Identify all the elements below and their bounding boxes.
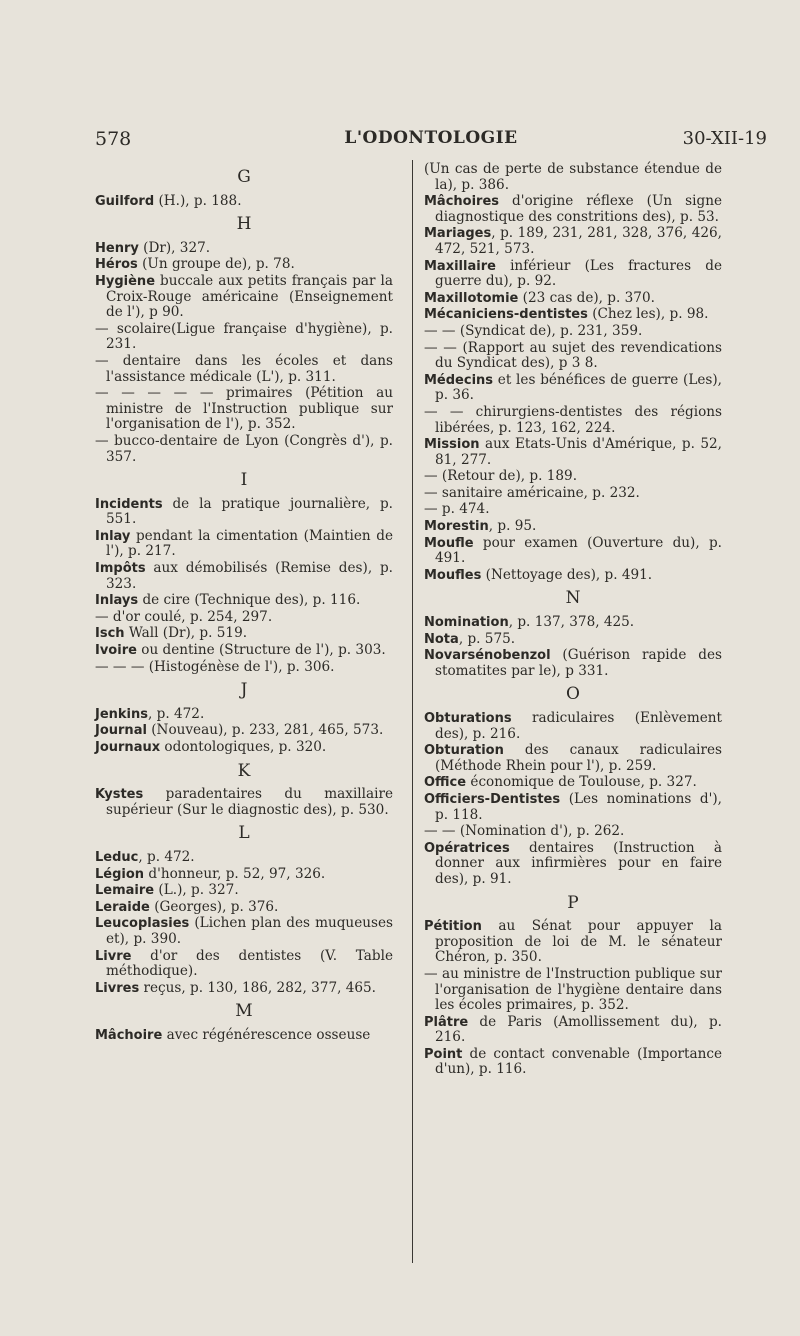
index-reference: Wall (Dr), p. 519. — [124, 625, 248, 642]
index-reference: d'or des dentistes (V. Table méthodique). — [106, 947, 393, 980]
index-reference: — dentaire dans les écoles et dans l'assistance médicale (L'), p. 311. — [95, 352, 393, 385]
index-term: Plâtre — [424, 1014, 469, 1030]
index-reference: de Paris (Amollissement du), p. 216. — [435, 1013, 722, 1046]
index-reference: (Lichen plan des muqueuses et), p. 390. — [106, 915, 393, 947]
index-term: Hygiène — [95, 273, 156, 289]
index-term: Jenkins — [95, 706, 149, 722]
index-entry — [95, 561, 393, 592]
index-reference: (Dr), 327. — [138, 239, 211, 256]
index-reference: — — (Nomination d'), p. 262. — [424, 823, 625, 840]
index-entry — [424, 291, 722, 307]
index-term: Mission — [424, 437, 480, 453]
index-reference: — — — — — primaires (Pétition au ministre de l'Instruction publique sur l'organisation de l'), p. 352. — [95, 385, 393, 433]
index-entry — [424, 632, 722, 648]
index-term: Héros — [95, 257, 138, 273]
index-entry — [424, 437, 722, 468]
index-entry — [424, 792, 722, 823]
index-reference: pour examen (Ouverture du), p. 491. — [435, 534, 722, 567]
index-entry — [95, 883, 393, 899]
index-term: Mariages — [424, 226, 492, 242]
index-entry — [95, 867, 393, 883]
index-term: Pétition — [424, 919, 482, 935]
index-entry — [424, 324, 722, 340]
index-term: Leucoplasies — [95, 916, 190, 932]
index-entry — [424, 824, 722, 840]
index-reference: au Sénat pour appuyer la proposition de loi de M. le sénateur Chéron, p. 350. — [435, 918, 722, 966]
index-term: Obturations — [424, 711, 512, 726]
index-entry — [424, 1047, 722, 1078]
index-entry — [424, 568, 722, 584]
index-entry — [95, 322, 393, 353]
index-reference: — (Retour de), p. 189. — [424, 468, 578, 485]
index-term: Office — [424, 775, 467, 791]
index-term: Journal — [95, 723, 147, 739]
index-entry — [424, 307, 722, 323]
index-reference: radiculaires (Enlèvement des), p. 216. — [435, 710, 722, 742]
index-reference: (L.), p. 327. — [154, 882, 239, 899]
index-entry — [424, 967, 722, 1014]
index-reference: (Un groupe de), p. 78. — [137, 256, 295, 273]
index-term: Nota — [424, 631, 459, 647]
index-term: Officiers-Dentistes — [424, 791, 561, 807]
index-entry — [95, 497, 393, 528]
index-reference: (Nettoyage des), p. 491. — [481, 566, 653, 583]
index-entry — [95, 194, 393, 210]
index-reference: odontologiques, p. 320. — [160, 739, 327, 755]
index-term: Livres — [95, 980, 140, 996]
index-term: Mâchoire — [95, 1027, 163, 1043]
section-letter: L — [238, 823, 250, 844]
index-reference: aux Etats-Unis d'Amérique, p. 52, 81, 277. — [435, 436, 722, 468]
index-reference: — scolaire(Ligue française d'hygiène), p. 231. — [95, 320, 393, 353]
page-number: 578 — [95, 128, 132, 150]
journal-title: L'ODONTOLOGIE — [344, 128, 518, 148]
index-entry — [424, 648, 722, 679]
page-header — [95, 128, 767, 158]
left-column — [95, 162, 393, 1045]
index-term: Kystes — [95, 787, 144, 803]
index-term: Leraide — [95, 899, 150, 915]
index-term: Inlays — [95, 593, 139, 609]
index-entry — [95, 850, 393, 866]
index-reference: inférieur (Les fractures de guerre du), p. 92. — [435, 257, 722, 290]
section-letter: K — [237, 760, 251, 781]
index-reference: (Georges), p. 376. — [149, 898, 279, 915]
index-reference: (23 cas de), p. 370. — [518, 289, 655, 306]
index-reference: , p. 137, 378, 425. — [508, 614, 635, 631]
index-term: Médecins — [424, 372, 494, 388]
section-letter: M — [235, 1001, 253, 1022]
index-reference: — — chirurgiens-dentistes des régions libérées, p. 123, 162, 224. — [424, 403, 722, 436]
index-reference: reçus, p. 130, 186, 282, 377, 465. — [139, 979, 377, 996]
index-reference: , p. 575. — [458, 630, 516, 647]
index-entry — [424, 341, 722, 372]
index-term: Lemaire — [95, 883, 155, 899]
index-entry — [424, 536, 722, 567]
index-reference: économique de Toulouse, p. 327. — [466, 774, 697, 791]
index-term: Journaux — [95, 740, 161, 755]
index-entry — [424, 226, 722, 257]
index-entry — [424, 194, 722, 225]
index-reference: — sanitaire américaine, p. 232. — [424, 484, 640, 501]
index-term: Inlay — [95, 528, 131, 544]
index-term: Mécaniciens-dentistes — [424, 307, 588, 323]
index-entry — [95, 643, 393, 659]
index-term: Morestin — [424, 519, 489, 535]
index-reference: pendant la cimentation (Maintien de l'), p. 217. — [106, 527, 393, 560]
index-entry — [95, 1028, 393, 1044]
index-term: Moufle — [424, 535, 474, 551]
index-entry — [95, 434, 393, 465]
index-reference: , p. 189, 231, 281, 328, 376, 426, 472, 521, 573. — [435, 225, 722, 257]
section-letter: I — [240, 470, 248, 491]
index-term: Légion — [95, 866, 145, 882]
section-letter: J — [240, 680, 248, 701]
index-entry — [424, 259, 722, 290]
index-reference: (Un cas de perte de substance étendue de la), p. 386. — [424, 161, 722, 193]
right-column — [424, 162, 722, 1079]
index-entry — [95, 949, 393, 980]
index-term: Mâchoires — [424, 194, 500, 210]
index-reference: , p. 95. — [488, 518, 537, 535]
index-reference: — — (Syndicat de), p. 231, 359. — [424, 322, 643, 339]
index-term: Novarsénobenzol — [424, 648, 551, 664]
index-entry — [95, 354, 393, 385]
index-entry — [95, 626, 393, 642]
index-reference: de cire (Technique des), p. 116. — [138, 592, 361, 609]
index-reference: dentaires (Instruction à donner aux infirmières pour en faire des), p. 91. — [435, 839, 722, 887]
index-entry — [424, 919, 722, 966]
index-entry — [95, 787, 393, 818]
index-reference: — d'or coulé, p. 254, 297. — [95, 608, 273, 625]
index-entry — [95, 660, 393, 676]
index-reference: paradentaires du maxillaire supérieur (Sur le diagnostic des), p. 530. — [106, 786, 393, 818]
index-entry — [95, 916, 393, 947]
index-term: Obturation — [424, 743, 504, 759]
index-reference: (Nouveau), p. 233, 281, 465, 573. — [146, 722, 384, 739]
index-term: Henry — [95, 240, 139, 256]
index-entry — [95, 241, 393, 257]
index-reference: — p. 474. — [424, 501, 490, 518]
index-reference: ou dentine (Structure de l'), p. 303. — [136, 642, 386, 659]
index-reference: , p. 472. — [148, 705, 205, 722]
index-entry — [95, 386, 393, 433]
index-entry — [95, 981, 393, 997]
index-entry — [424, 743, 722, 774]
index-term: Moufles — [424, 567, 482, 583]
section-letter: O — [566, 684, 580, 705]
index-reference: (Guérison rapide des stomatites par le), p 331. — [435, 647, 722, 679]
index-entry — [424, 486, 722, 502]
index-entry — [95, 529, 393, 560]
index-term: Point — [424, 1046, 463, 1062]
index-reference: d'origine réflexe (Un signe diagnostique des constritions des), p. 53. — [435, 193, 722, 225]
index-reference: — au ministre de l'Instruction publique sur l'organisation de l'hygiène dentaire dans les écoles primaires, p. 352. — [424, 965, 722, 1014]
index-term: Incidents — [95, 496, 163, 512]
index-term: Leduc — [95, 849, 139, 865]
index-entry — [424, 1015, 722, 1046]
index-reference: buccale aux petits français par la Croix-Rouge américaine (Enseignement de l'), p 90. — [106, 272, 393, 321]
index-entry — [95, 707, 393, 723]
issue-date: 30-XII-19 — [682, 128, 767, 149]
index-reference: (H.), p. 188. — [154, 192, 242, 209]
index-reference: d'honneur, p. 52, 97, 326. — [144, 865, 326, 882]
index-entry — [95, 723, 393, 739]
index-term: Isch — [95, 626, 125, 642]
index-reference: — — — (Histogénèse de l'), p. 306. — [95, 658, 335, 675]
index-reference: (Les nominations d'), p. 118. — [435, 790, 722, 823]
index-reference: avec régénérescence osseuse — [162, 1026, 371, 1043]
section-letter: H — [236, 214, 252, 235]
section-letter: P — [567, 892, 579, 913]
index-reference: et les bénéfices de guerre (Les), p. 36. — [435, 371, 722, 404]
index-entry — [424, 775, 722, 791]
section-letter: N — [565, 588, 581, 609]
index-term: Guilford — [95, 193, 155, 209]
index-reference: des canaux radiculaires (Méthode Rhein pour l'), p. 259. — [435, 742, 722, 774]
index-reference: de la pratique journalière, p. 551. — [106, 495, 393, 528]
index-term: Livre — [95, 948, 132, 964]
index-entry — [424, 405, 722, 436]
index-entry — [95, 257, 393, 273]
index-entry — [95, 274, 393, 321]
index-entry — [95, 900, 393, 916]
index-entry — [424, 162, 722, 193]
column-divider — [412, 160, 413, 1263]
index-entry — [424, 615, 722, 631]
index-term: Maxillaire — [424, 258, 496, 274]
index-term: Impôts — [95, 561, 146, 577]
index-term: Nomination — [424, 615, 509, 631]
index-reference: — — (Rapport au sujet des revendications du Syndicat des), p 3 8. — [424, 339, 722, 372]
index-term: Ivoire — [95, 643, 137, 659]
index-entry — [95, 740, 393, 756]
index-reference: — bucco-dentaire de Lyon (Congrès d'), p. 357. — [95, 432, 393, 465]
section-letter: G — [237, 167, 251, 187]
index-entry — [424, 841, 722, 888]
index-entry — [95, 593, 393, 609]
index-reference: (Chez les), p. 98. — [587, 306, 709, 323]
index-entry — [424, 373, 722, 404]
index-entry — [424, 502, 722, 518]
index-entry — [424, 469, 722, 485]
index-term: Maxillotomie — [424, 290, 519, 306]
index-entry — [424, 711, 722, 742]
index-reference: , p. 472. — [138, 848, 195, 865]
index-entry — [424, 519, 722, 535]
index-term: Opératrices — [424, 840, 510, 856]
index-entry — [95, 610, 393, 626]
index-reference: aux démobilisés (Remise des), p. 323. — [106, 560, 393, 592]
index-reference: de contact convenable (Importance d'un), p. 116. — [435, 1045, 722, 1078]
